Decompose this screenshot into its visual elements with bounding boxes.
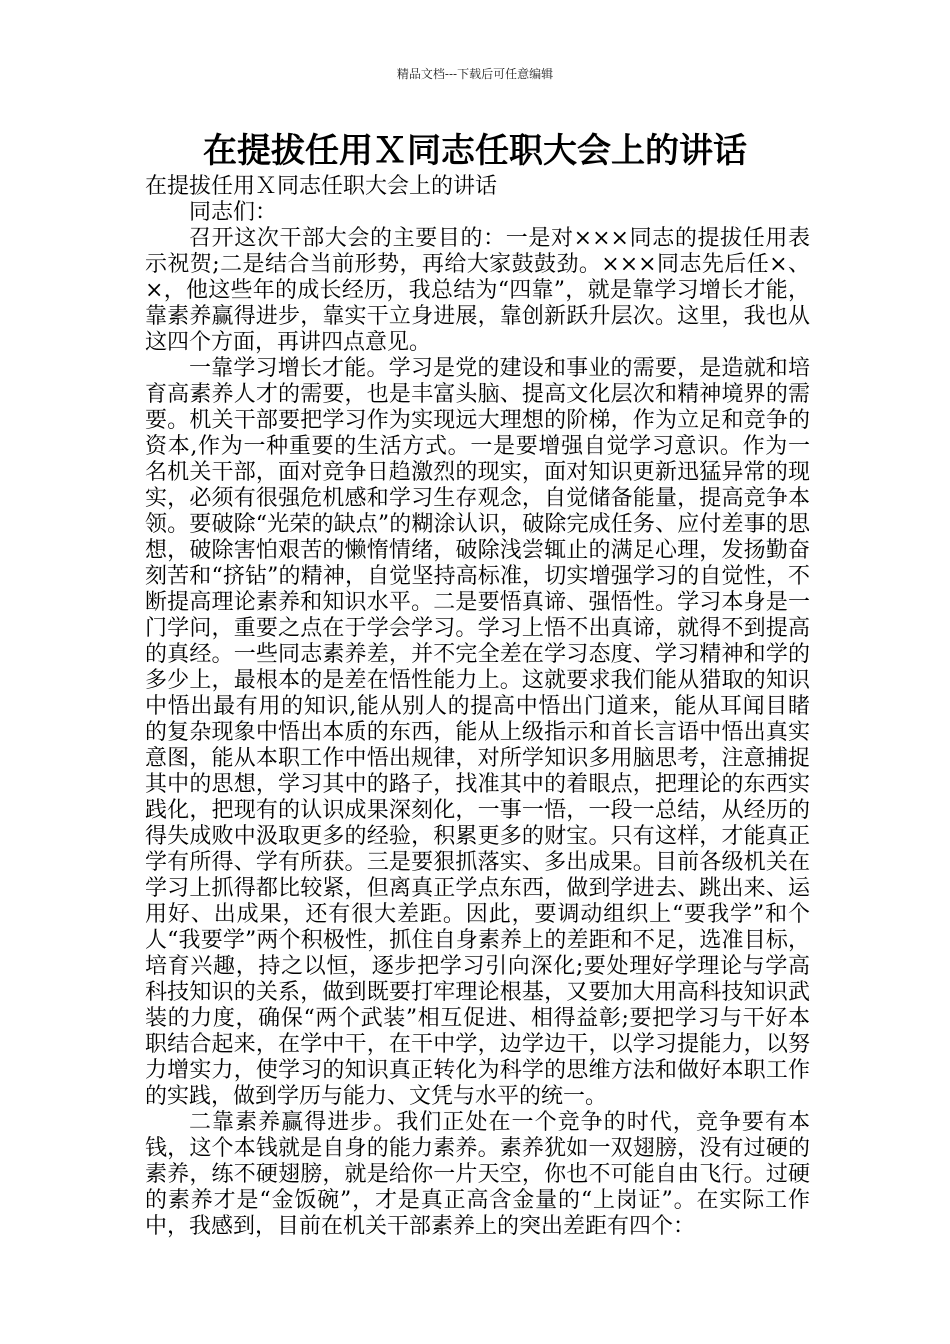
salutation: 同志们：	[189, 200, 278, 225]
paragraph-1: 召开这次干部大会的主要目的：一是对×××同志的提拔任用表示祝贺;二是结合当前形势，再给大家鼓鼓劲。×××同志先后任×、×，他这些年的成长经历，我总结为“四靠”，就是靠学习增长才能，靠素养赢得进步，靠实干立身进展，靠创新跃升层次。这里，我也从这四个方面，再讲四点意见。	[145, 226, 810, 355]
paragraph-3: 二靠素养赢得进步。我们正处在一个竞争的时代，竞争要有本钱，这个本钱就是自身的能力素养。素养犹如一双翅膀，没有过硬的素养，练不硬翅膀，就是给你一片天空，你也不可能自由飞行。过硬的素养才是“金饭碗”，才是真正高含金量的“上岗证”。在实际工作中，我感到，目前在机关干部素养上的突出差距有四个：	[145, 1110, 810, 1239]
subtitle-line: 在提拔任用Ｘ同志任职大会上的讲话	[145, 174, 498, 199]
document-title: 在提拔任用Ｘ同志任职大会上的讲话	[203, 131, 747, 171]
paragraph-2: 一靠学习增长才能。学习是党的建设和事业的需要，是造就和培育高素养人才的需要，也是丰富头脑、提高文化层次和精神境界的需要。机关干部要把学习作为实现远大理想的阶梯，作为立足和竞争的资本,作为一种重要的生活方式。一是要增强自觉学习意识。作为一名机关干部，面对竞争日趋激烈的现实，面对知识更新迅猛异常的现实，必须有很强危机感和学习生存观念，自觉储备能量，提高竞争本领。要破除“光荣的缺点”的糊涂认识，破除完成任务、应付差事的思想，破除害怕艰苦的懒惰情绪，破除浅尝辄止的满足心理，发扬勤奋刻苦和“挤钻”的精神，自觉坚持高标准，切实增强学习的自觉性，不断提高理论素养和知识水平。二是要悟真谛、强悟性。学习本身是一门学问，重要之点在于学会学习。学习上悟不出真谛，就得不到提高的真经。一些同志素养差，并不完全差在学习态度、学习精神和学的多少上，最根本的是差在悟性能力上。这就要求我们能从猎取的知识中悟出最有用的知识,能从别人的提高中悟出门道来，能从耳闻目睹的复杂现象中悟出本质的东西，能从上级指示和首长言语中悟出真实意图，能从本职工作中悟出规律，对所学知识多用脑思考，注意捕捉其中的思想，学习其中的路子，找准其中的着眼点，把理论的东西实践化，把现有的认识成果深刻化，一事一悟，一段一总结，从经历的得失成败中汲取更多的经验，积累更多的财宝。只有这样，才能真正学有所得、学有所获。三是要狠抓落实、多出成果。目前各级机关在学习上抓得都比较紧，但离真正学点东西，做到学进去、跳出来、运用好、出成果，还有很大差距。因此，要调动组织上“要我学”和个人“我要学”两个积极性，抓住自身素养上的差距和不足，选准目标，培育兴趣，持之以恒，逐步把学习引向深化;要处理好学理论与学高科技知识的关系，做到既要打牢理论根基，又要加大用高科技知识武装的力度，确保“两个武装”相互促进、相得益彰;要把学习与干好本职结合起来，在学中干，在干中学，边学边干，以学习提能力，以努力增实力，使学习的知识真正转化为科学的思维方法和做好本职工作的实践，做到学历与能力、文凭与水平的统一。	[145, 356, 810, 1109]
header-note: 精品文档---下载后可任意编辑	[396, 67, 554, 81]
document-body	[145, 174, 810, 1240]
